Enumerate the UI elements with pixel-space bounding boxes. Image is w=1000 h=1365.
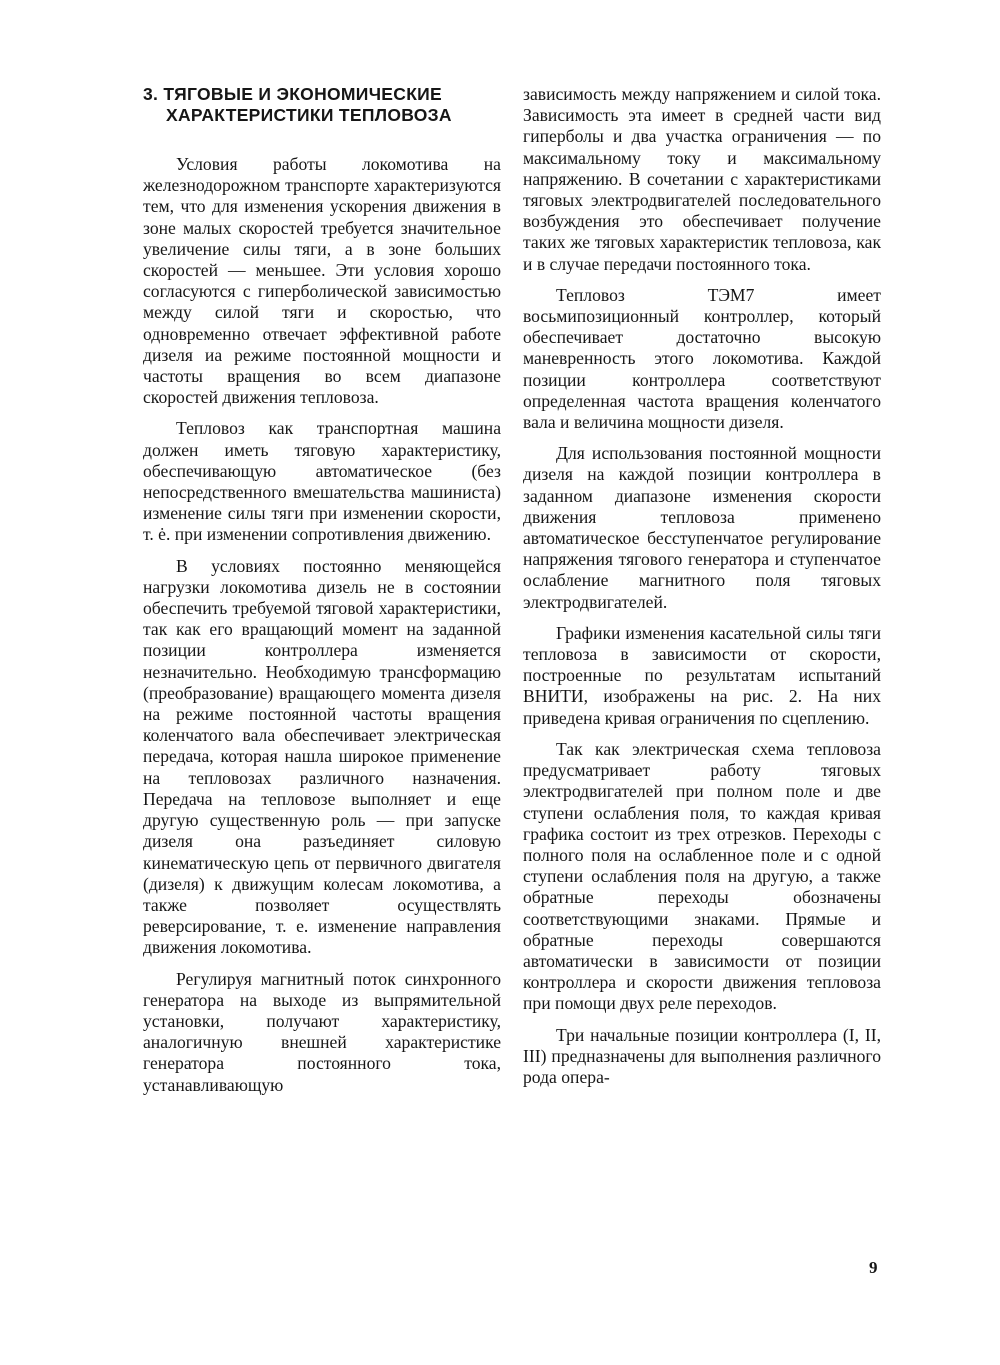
section-heading — [143, 84, 501, 126]
paragraph: Для использования постоянной мощности дизеля на каждой позиции контроллера в заданном диапазоне изменения скорости движения тепловоза применено автоматическое бесступенчатое регулирование напряжения тягового генератора и ступенчатое ослабление магнитного поля тяговых электродвигателей. — [523, 443, 881, 612]
paragraph: Три начальные позиции контроллера (I, II, III) предназначены для выполнения различного рода опера- — [523, 1024, 881, 1087]
paragraph: Тепловоз ТЭМ7 имеет восьмипозиционный контроллер, который обеспечивает достаточно высокую маневренность этого локомотива. Каждой позиции контроллера соответствуют определенная частота вращения коленчатого вала и величина мощности дизеля. — [523, 284, 881, 433]
paragraph: Условия работы локомотива на железнодорожном транспорте характеризуются тем, что для изменения ускорения движения в зоне малых скоростей требуется значительное увеличение силы тяги, а в зоне больших скоростей — меньшее. Эти условия хорошо согласуются с гиперболической зависимостью между силой тяги и скоростью, что одновременно отвечает эффективной работе дизеля иа режиме постоянной мощности и частоты вращения во всем диапазоне скоростей движения тепловоза. — [143, 154, 501, 408]
paragraph: Графики изменения касательной силы тяги тепловоза в зависимости от скорости, построенные по результатам испытаний ВНИТИ, изображены на рис. 2. На них приведена кривая ограничения по сцеплению. — [523, 622, 881, 728]
paragraph: В условиях постоянно меняющейся нагрузки локомотива дизель не в состоянии обеспечить требуемой тяговой характеристики, так как его вращающий момент на заданной позиции контроллера изменяется незначительно. Необходимую трансформацию (преобразование) вращающего момента дизеля на режиме постоянной частоты вращения коленчатого вала обеспечивает электрическая передача, которая нашла широкое применение на тепловозах различного назначения. Передача на тепловозе выполняет и еще другую существенную роль — при запуске дизеля она разъединяет силовую кинематическую цепь от первичного двигателя (дизеля) к движущим колесам локомотива, а также позволяет осуществлять реверсирование, т. е. изменение направления движения локомотива. — [143, 555, 501, 958]
paragraph: Так как электрическая схема тепловоза предусматривает работу тяговых электродвигателей при полном поле и две ступени ослабления поля, то каждая кривая графика состоит из трех отрезков. Переходы с полного поля на ослабленное поле и с одной ступени ослабления поля на другую, а также обратные переходы обозначены соответствующими знаками. Прямые и обратные переходы совершаются автоматически в зависимости от позиции контроллера и скорости движения тепловоза при помощи двух реле переходов. — [523, 738, 881, 1014]
section-heading-line-2: ХАРАКТЕРИСТИКИ ТЕПЛОВОЗА — [166, 105, 452, 125]
paragraph: Регулируя магнитный поток синхронного генератора на выходе из выпрямительной установки, получают характеристику, аналогичную внешней характеристике генератора постоянного тока, устанавливающую — [143, 968, 501, 1095]
paragraph-continuation: зависимость между напряжением и силой тока. Зависимость эта имеет в средней части вид гиперболы и два участка ограничения — по максимальному току и максимальному напряжению. В сочетании с характеристиками тяговых электродвигателей последовательного возбуждения это обеспечивает получение таких же тяговых характеристик тепловоза, как и в случае передачи постоянного тока. — [523, 84, 881, 274]
right-column — [523, 84, 881, 1098]
left-column — [143, 84, 501, 1106]
paragraph: Тепловоз как транспортная машина должен иметь тяговую характеристику, обеспечивающую автоматическое (без непосредственного вмешательства машиниста) изменение силы тяги при изменении скорости, т. ė. при изменении сопротивления движению. — [143, 418, 501, 545]
page-number: 9 — [869, 1258, 878, 1277]
section-heading-line-1: 3. ТЯГОВЫЕ И ЭКОНОМИЧЕСКИЕ — [143, 84, 443, 104]
